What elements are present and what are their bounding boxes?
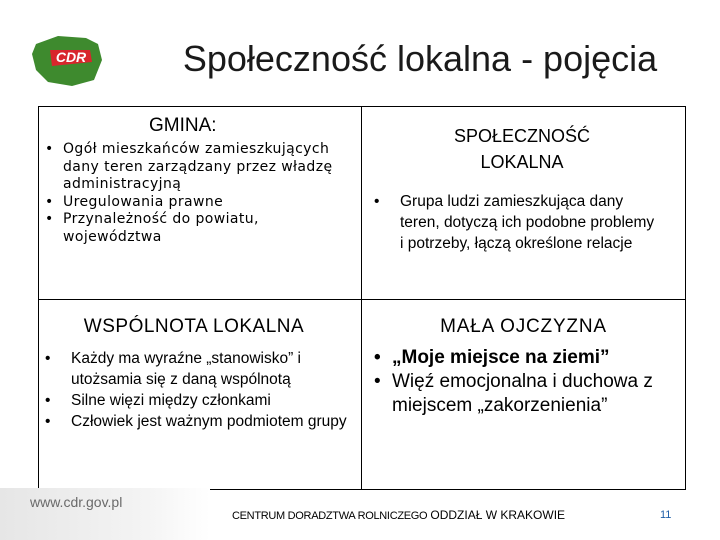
spolecznosc-list xyxy=(368,191,658,254)
list-item: • Przynależność do powiatu, województwa xyxy=(39,211,339,246)
list-item: • Silne więzi między członkami xyxy=(39,390,349,411)
quadrant-ojczyzna xyxy=(362,300,685,489)
slide-title: Społeczność lokalna - pojęcia xyxy=(182,38,658,79)
footer-organization xyxy=(232,508,565,522)
spolecznosc-heading-line2: LOKALNA xyxy=(480,152,564,172)
list-item: • Uregulowania prawne xyxy=(39,194,339,212)
ojczyzna-heading: MAŁA OJCZYZNA xyxy=(440,316,607,337)
wspolnota-heading: WSPÓLNOTA LOKALNA xyxy=(83,316,305,337)
spolecznosc-heading-line1: SPOŁECZNOŚĆ xyxy=(453,126,591,146)
gmina-heading: GMINA: xyxy=(149,115,217,136)
list-item: • Człowiek jest ważnym podmiotem grupy xyxy=(39,411,349,432)
list-item: • Ogół mieszkańców zamieszkujących dany teren zarządzany przez władzę administracyjną xyxy=(39,141,339,194)
footer-url: www.cdr.gov.pl xyxy=(30,494,123,510)
quadrant-gmina xyxy=(39,107,361,299)
list-item: • „Moje miejsce na ziemi” xyxy=(368,346,678,370)
concept-grid xyxy=(38,106,686,490)
cdr-logo xyxy=(28,30,108,90)
list-item: • Każdy ma wyraźne „stanowisko” i utożsamia się z daną wspólnotą xyxy=(39,348,349,390)
ojczyzna-list xyxy=(368,346,678,418)
footer-org-name: CENTRUM DORADZTWA ROLNICZEGO xyxy=(232,510,428,522)
list-item: • Grupa ludzi zamieszkująca dany teren, dotyczą ich podobne problemy i potrzeby, łączą określone relacje xyxy=(368,191,658,254)
quadrant-spolecznosc xyxy=(362,107,685,299)
spolecznosc-heading xyxy=(422,123,622,175)
wspolnota-list xyxy=(39,348,349,432)
logo-text: CDR xyxy=(55,49,87,65)
footer-branch: ODDZIAŁ W KRAKOWIE xyxy=(430,508,566,522)
list-item: • Więź emocjonalna i duchowa z miejscem „zakorzenienia” xyxy=(368,370,678,418)
page-number: 11 xyxy=(660,509,672,521)
quadrant-wspolnota xyxy=(39,300,361,489)
gmina-list xyxy=(39,141,339,246)
